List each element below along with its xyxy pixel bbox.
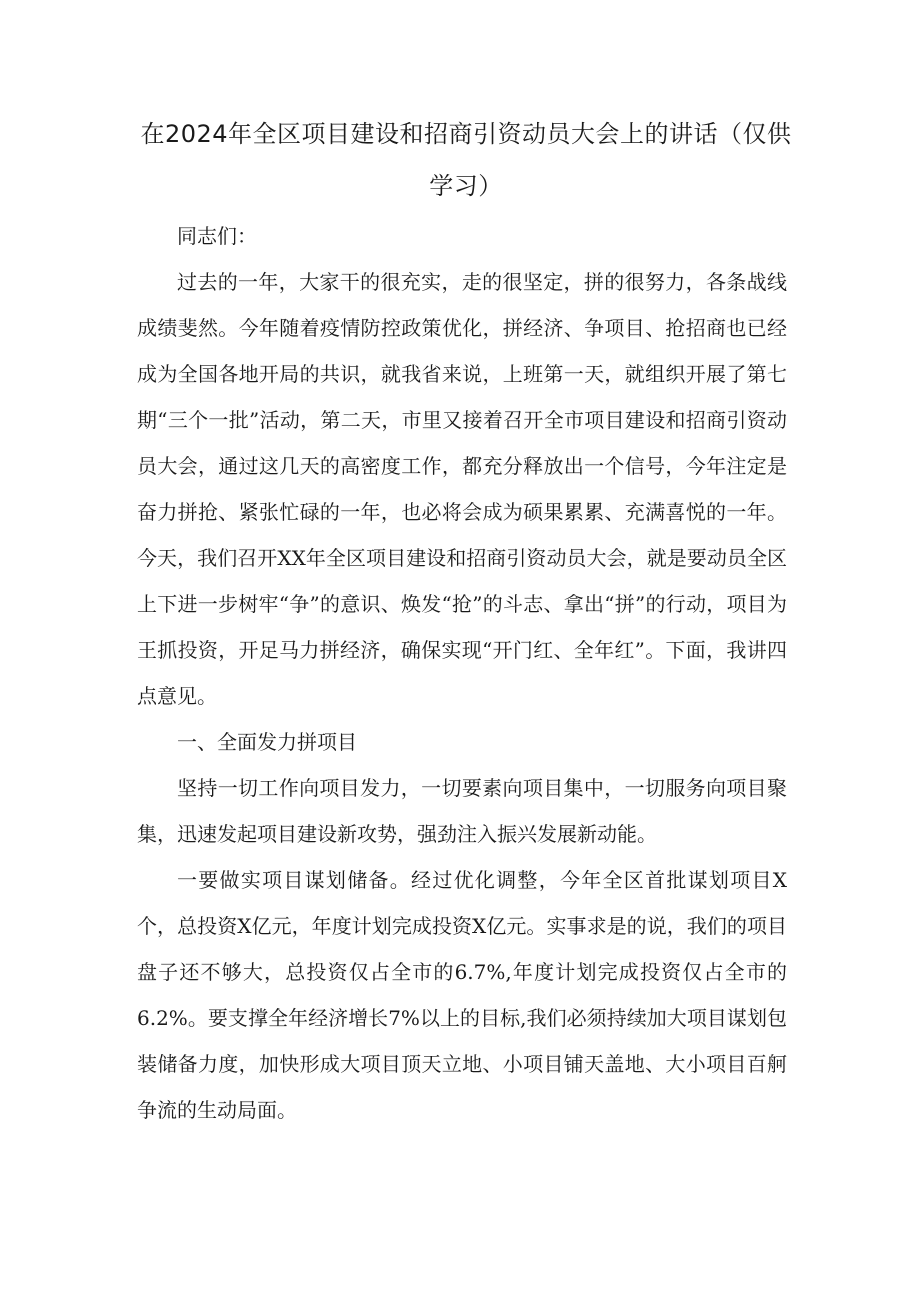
project-planning-paragraph: 一要做实项目谋划储备。经过优化调整，今年全区首批谋划项目X个，总投资X亿元，年度计划完成投资X亿元。实事求是的说，我们的项目盘子还不够大，总投资仅占全市的6.7%,年度计划完成投资仅占全市的6.2%。要支撑全年经济增长7%以上的目标,我们必须持续加大项目谋划包装储备力度，加快形成大项目顶天立地、小项目铺天盖地、大小项目百舸争流的生动局面。	[137, 868, 787, 1122]
salutation-paragraph: 同志们：	[177, 224, 257, 248]
document-title: 在2024年全区项目建设和招商引资动员大会上的讲话（仅供学习）	[140, 120, 792, 200]
section-summary-paragraph: 坚持一切工作向项目发力，一切要素向项目集中，一切服务向项目聚集，迅速发起项目建设新攻势，强劲注入振兴发展新动能。	[137, 776, 787, 846]
section-heading: 一、全面发力拼项目	[177, 730, 357, 754]
intro-paragraph: 过去的一年，大家干的很充实，走的很坚定，拼的很努力，各条战线成绩斐然。今年随着疫情防控政策优化，拼经济、争项目、抢招商也已经成为全国各地开局的共识，就我省来说，上班第一天，就组织开展了第七期“三个一批”活动，第二天，市里又接着召开全市项目建设和招商引资动员大会，通过这几天的高密度工作，都充分释放出一个信号，今年注定是奋力拼抢、紧张忙碌的一年，也必将会成为硕果累累、充满喜悦的一年。今天，我们召开XX年全区项目建设和招商引资动员大会，就是要动员全区上下进一步树牢“争”的意识、焕发“抢”的斗志、拿出“拼”的行动，项目为王抓投资，开足马力拼经济，确保实现“开门红、全年红”。下面，我讲四点意见。	[137, 270, 787, 708]
document-body	[137, 213, 787, 1133]
